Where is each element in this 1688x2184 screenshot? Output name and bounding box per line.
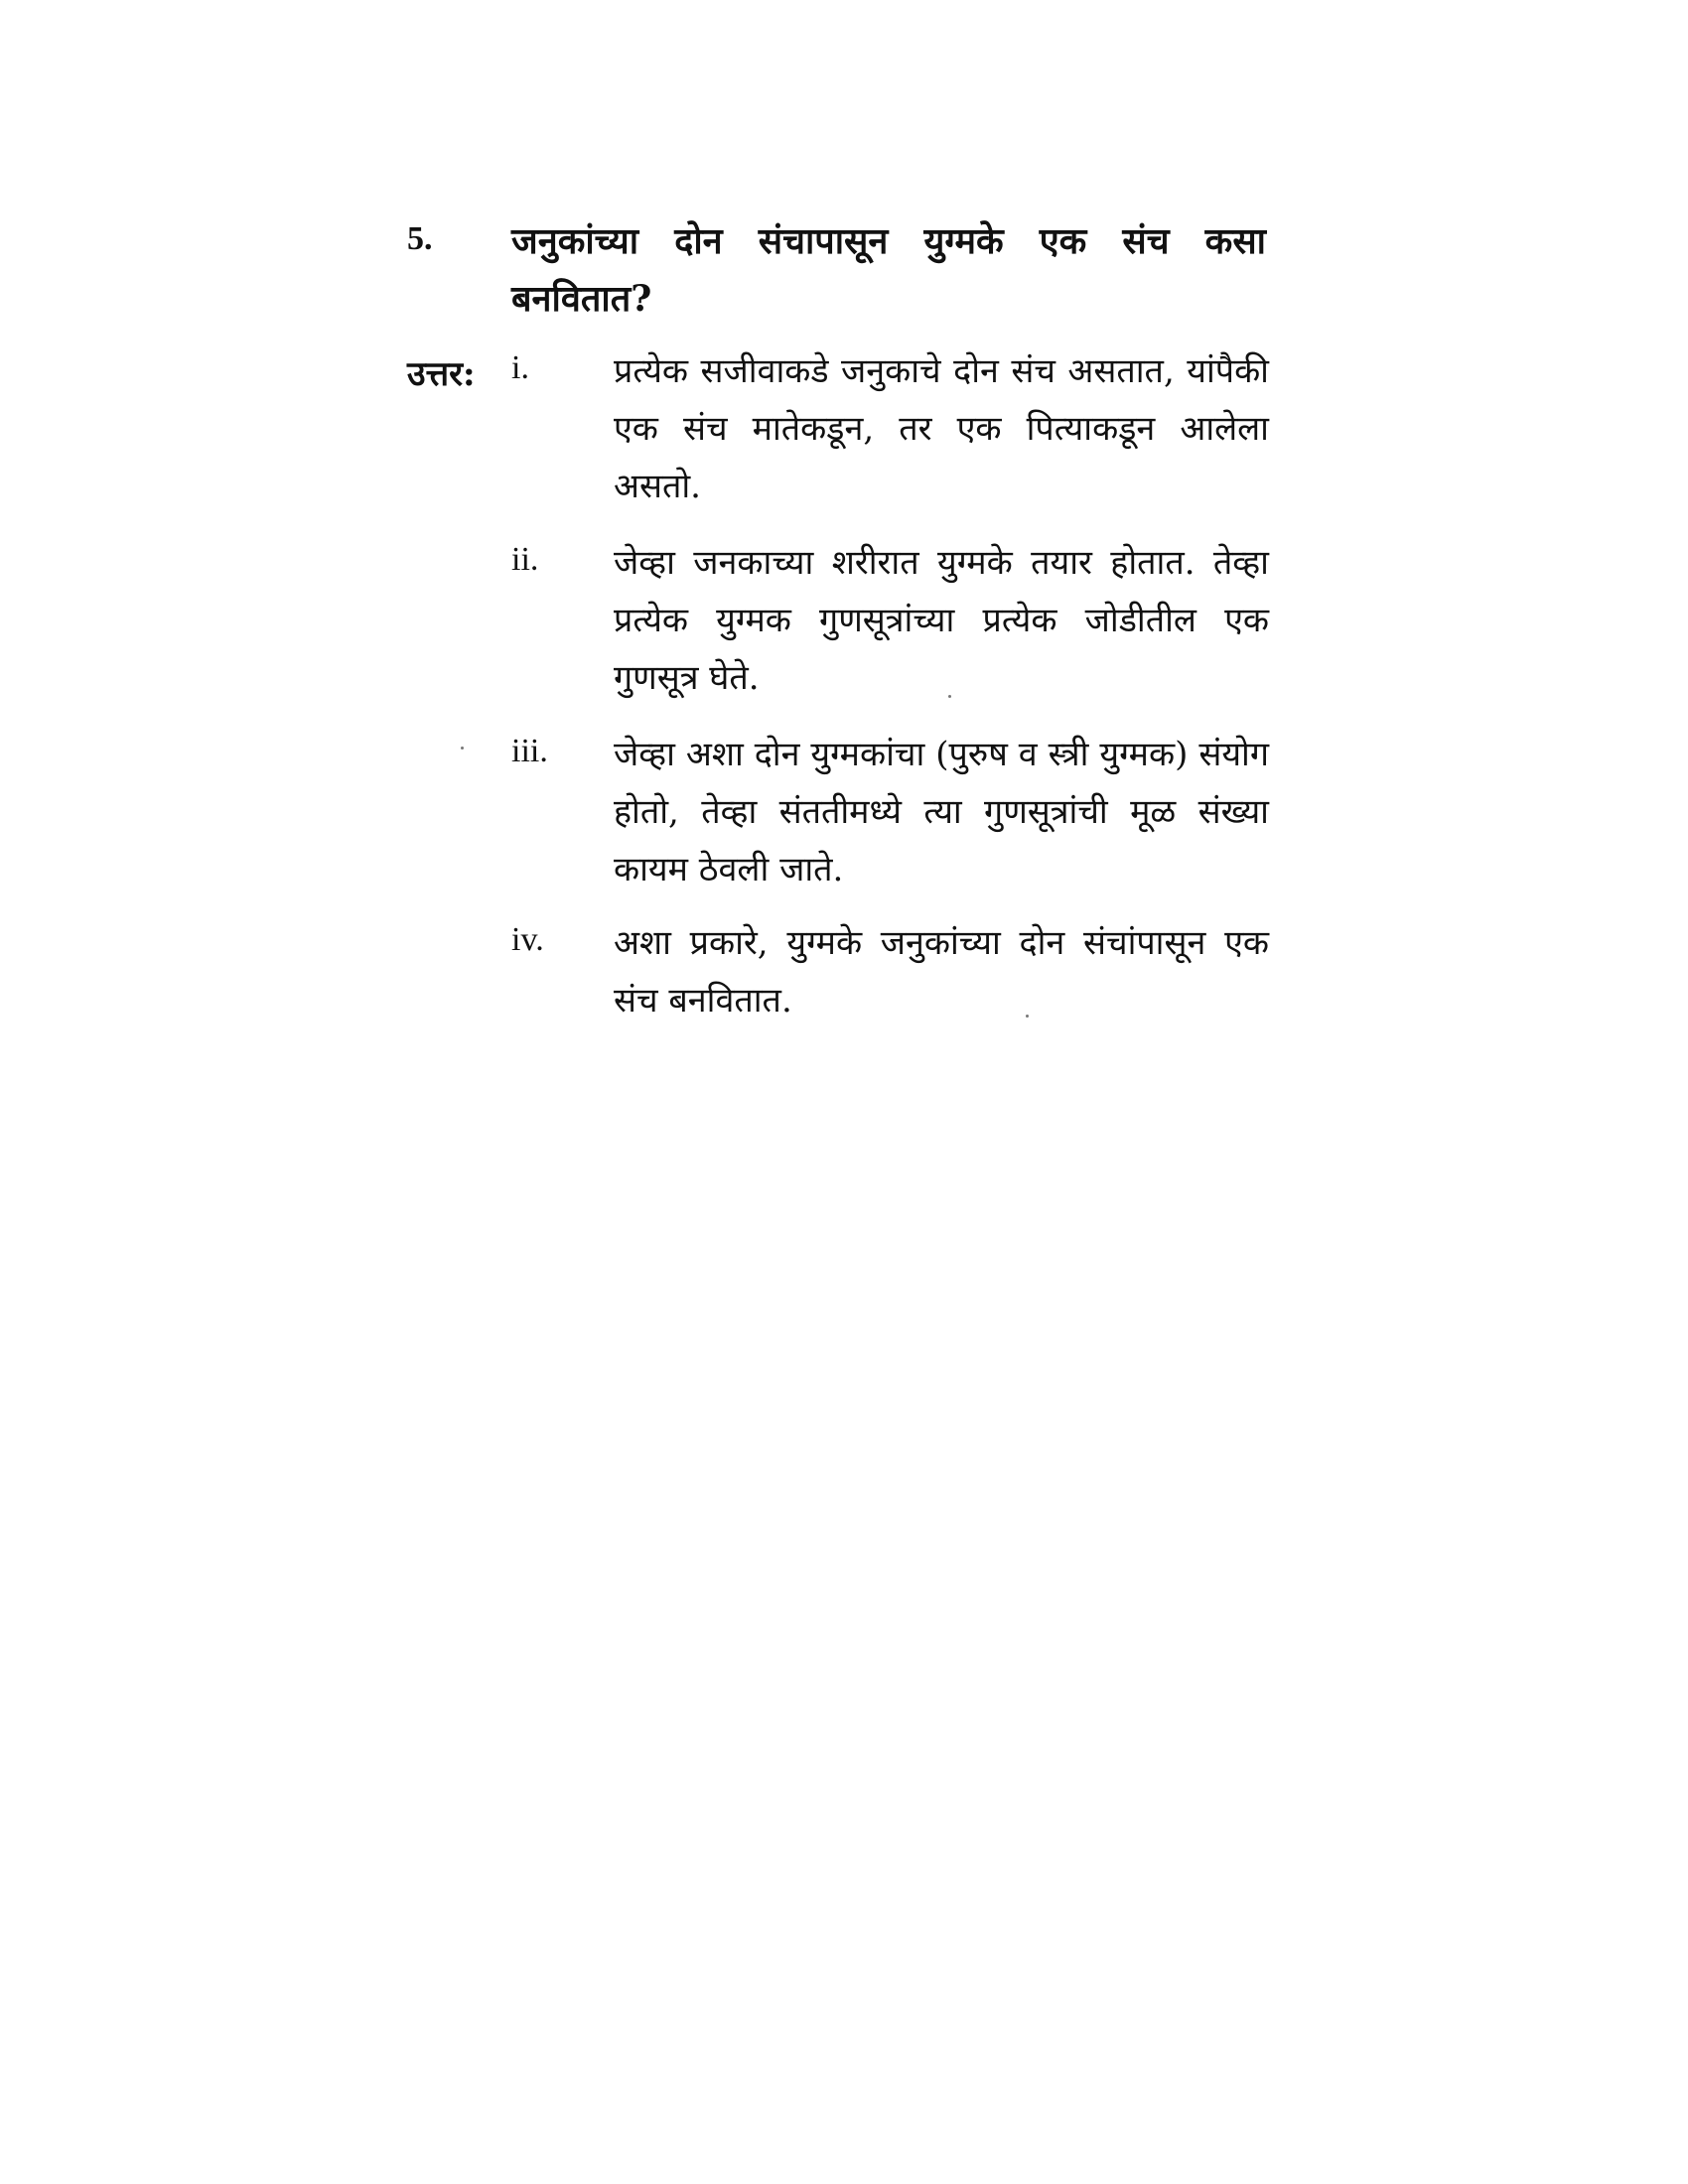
answer-item-text-ii: जेव्हा जनकाच्या शरीरात युग्मके तयार होतात. तेव्हा प्रत्येक युग्मक गुणसूत्रांच्या प्रत्येक जोडीतील एक गुणसूत्र घेते. xyxy=(614,543,1269,698)
answer-item-marker-i: i. xyxy=(511,349,529,386)
question-number: 5. xyxy=(407,220,433,257)
scan-speck xyxy=(461,747,464,750)
answer-item-text-iii: जेव्हा अशा दोन युग्मकांचा (पुरुष व स्त्री युग्मक) संयोग होतो, तेव्हा संततीमध्ये त्या गुणसूत्रांची मूळ संख्या कायम ठेवली जाते. xyxy=(614,735,1269,889)
answer-label: उत्तर: xyxy=(407,354,476,394)
answer-item-text-i: प्रत्येक सजीवाकडे जनुकाचे दोन संच असतात, यांपैकी एक संच मातेकडून, तर एक पित्याकडून आलेला असतो. xyxy=(614,351,1269,506)
answer-item-marker-ii: ii. xyxy=(511,541,539,578)
answer-item-marker-iii: iii. xyxy=(511,733,548,769)
scan-speck xyxy=(1026,1015,1029,1018)
question-text: जनुकांच्या दोन संचापासून युग्मके एक संच कसा बनवितात? xyxy=(511,220,1266,320)
scan-speck xyxy=(948,695,951,698)
answer-item-marker-iv: iv. xyxy=(511,921,544,958)
answer-item-text-iv: अशा प्रकारे, युग्मके जनुकांच्या दोन संचांपासून एक संच बनवितात. xyxy=(614,923,1269,1021)
